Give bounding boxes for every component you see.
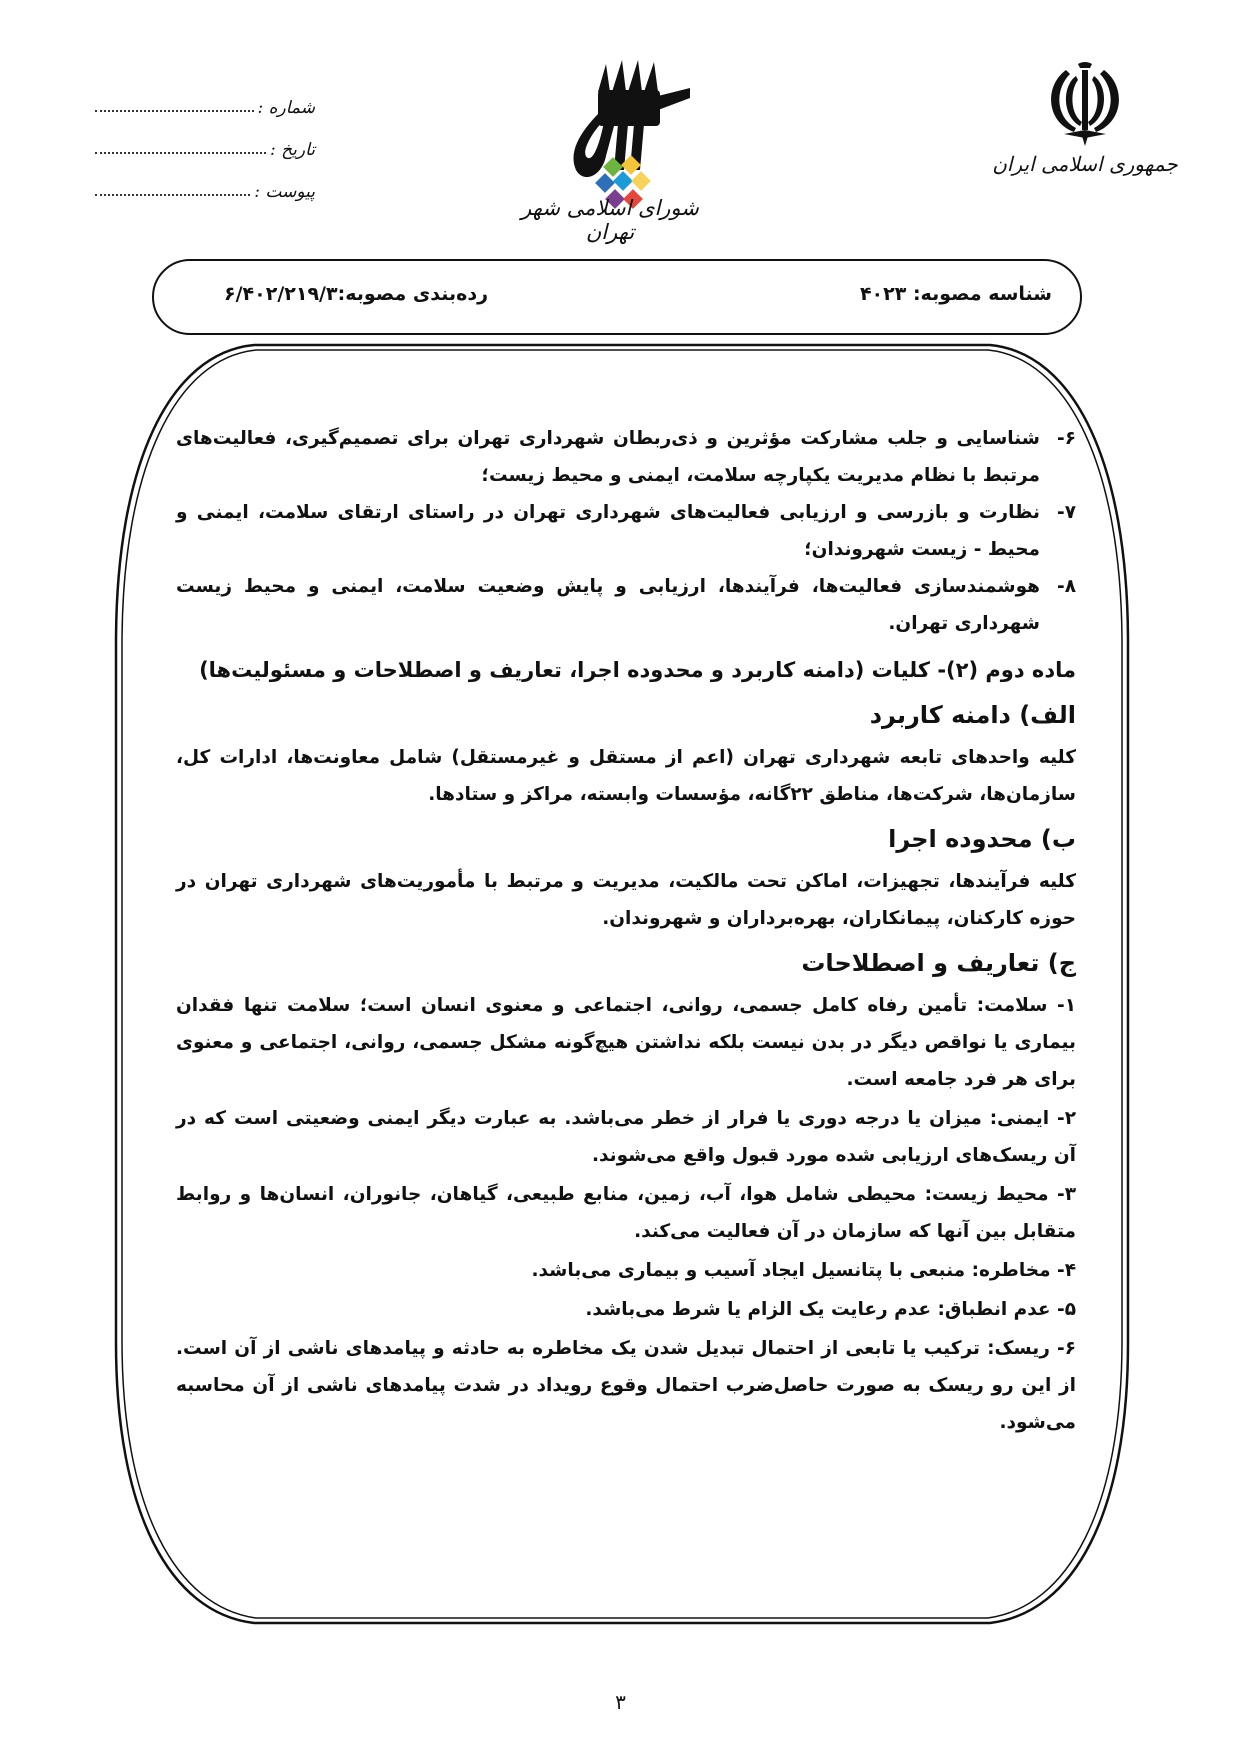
approval-classification: رده‌بندی مصوبه:۶/۴۰۲/۲۱۹/۳ bbox=[224, 283, 489, 305]
definitions-list bbox=[176, 987, 1076, 1441]
number-dotted-line bbox=[95, 110, 254, 112]
definition-term: محیط زیست: bbox=[924, 1184, 1049, 1205]
definition-item bbox=[176, 1176, 1076, 1250]
definition-text: محیطی شامل هوا، آب، زمین، منابع طبیعی، گیاهان، جانوران، انسان‌ها و روابط متقابل بین آنها که سازمان در آن فعالیت می‌کند. bbox=[176, 1184, 1076, 1242]
definition-item bbox=[176, 1252, 1076, 1289]
section-definitions-heading: ج) تعاریف و اصطلاحات bbox=[801, 949, 1076, 977]
section-scope-text: کلیه واحدهای تابعه شهرداری تهران (اعم از مستقل و غیرمستقل) شامل معاونت‌ها، ادارات کل، سازمان‌ها، شرکت‌ها، مناطق ۲۲گانه، مؤسسات وابسته، مراکز و ستادها. bbox=[176, 747, 1076, 805]
approval-info-box bbox=[152, 259, 1082, 335]
definition-number: ۲- bbox=[1057, 1108, 1076, 1129]
definition-text: عدم رعایت یک الزام یا شرط می‌باشد. bbox=[585, 1299, 932, 1320]
definition-term: سلامت: bbox=[976, 995, 1048, 1016]
council-name: شورای اسلامی شهر تهران bbox=[521, 196, 699, 244]
goal-text: هوشمندسازی فعالیت‌ها، فرآیندها، ارزیابی و پایش وضعیت سلامت، ایمنی و محیط زیست شهرداری تهران. bbox=[176, 576, 1040, 634]
definition-item bbox=[176, 1100, 1076, 1174]
goal-text: نظارت و بازرسی و ارزیابی فعالیت‌های شهرداری تهران در راستای ارتقای سلامت، ایمنی و محیط - زیست شهروندان؛ bbox=[176, 502, 1040, 560]
definition-number: ۴- bbox=[1057, 1260, 1076, 1281]
letter-reference-fields bbox=[95, 76, 315, 202]
goal-text: شناسایی و جلب مشارکت مؤثرین و ذی‌ربطان شهرداری تهران برای تصمیم‌گیری، فعالیت‌های مرتبط با نظام مدیریت یکپارچه سلامت، ایمنی و محیط زیست؛ bbox=[176, 428, 1040, 486]
date-dotted-line bbox=[95, 152, 266, 154]
definition-number: ۶- bbox=[1057, 1338, 1076, 1359]
goal-item bbox=[176, 568, 1076, 642]
attachment-dotted-line bbox=[95, 194, 250, 196]
goal-number: ۷- bbox=[1057, 502, 1076, 523]
definition-number: ۳- bbox=[1057, 1184, 1076, 1205]
date-label: تاریخ : bbox=[270, 140, 315, 160]
attachment-label: پیوست : bbox=[254, 182, 315, 202]
date-field bbox=[95, 118, 315, 160]
goal-item bbox=[176, 420, 1076, 494]
emblem-caption: جمهوری اسلامی ایران bbox=[992, 152, 1178, 176]
page-number: ۳ bbox=[615, 1690, 626, 1714]
number-label: شماره : bbox=[257, 98, 315, 118]
article-heading: ماده دوم (۲)- کلیات (دامنه کاربرد و محدوده اجرا، تعاریف و اصطلاحات و مسئولیت‌ها) bbox=[199, 658, 1076, 682]
definition-text: منبعی با پتانسیل ایجاد آسیب و بیماری می‌باشد. bbox=[531, 1260, 966, 1281]
goal-item bbox=[176, 494, 1076, 568]
definition-number: ۵- bbox=[1057, 1299, 1076, 1320]
definition-text: میزان یا درجه دوری یا فرار از خطر می‌باشد. به عبارت دیگر ایمنی وضعیتی است که در آن ریسک‌های ارزیابی شده مورد قبول واقع می‌شوند. bbox=[176, 1108, 1076, 1166]
definition-item bbox=[176, 987, 1076, 1098]
definition-text: ترکیب یا تابعی از احتمال تبدیل شدن یک مخاطره به حادثه و پیامدهای ناشی از آن است. از این رو ریسک به صورت حاصل‌ضرب احتمال وقوع رویداد در شدت پیامدهای ناشی از آن محاسبه می‌شود. bbox=[176, 1338, 1076, 1433]
section-scope-heading: الف) دامنه کاربرد bbox=[869, 701, 1076, 729]
section-range-text: کلیه فرآیندها، تجهیزات، اماکن تحت مالکیت، مدیریت و مرتبط با مأموریت‌های شهرداری تهران در حوزه کارکنان، پیمانکاران، بهره‌برداران و شهروندان. bbox=[176, 871, 1076, 929]
definition-number: ۱- bbox=[1057, 995, 1076, 1016]
goal-number: ۸- bbox=[1057, 576, 1076, 597]
definition-text: تأمین رفاه کامل جسمی، روانی، اجتماعی و معنوی انسان است؛ سلامت تنها فقدان بیماری یا نواقص دیگر در بدن نیست بلکه نداشتن هیچ‌گونه مشکل جسمی، روانی، اجتماعی و معنوی برای هر فرد جامعه است. bbox=[176, 995, 1076, 1090]
iran-emblem-icon bbox=[1040, 60, 1130, 150]
approval-id: شناسه مصوبه: ۴۰۲۳ bbox=[859, 283, 1052, 305]
attachment-field bbox=[95, 160, 315, 202]
goals-list bbox=[176, 420, 1076, 642]
number-field bbox=[95, 76, 315, 118]
definition-item bbox=[176, 1291, 1076, 1328]
document-body bbox=[176, 420, 1076, 1443]
goal-number: ۶- bbox=[1057, 428, 1076, 449]
definition-term: ایمنی: bbox=[989, 1108, 1050, 1129]
section-range-heading: ب) محدوده اجرا bbox=[888, 825, 1076, 853]
definition-item bbox=[176, 1330, 1076, 1441]
definition-term: عدم انطباق: bbox=[937, 1299, 1051, 1320]
definition-term: مخاطره: bbox=[971, 1260, 1051, 1281]
definition-term: ریسک: bbox=[987, 1338, 1050, 1359]
